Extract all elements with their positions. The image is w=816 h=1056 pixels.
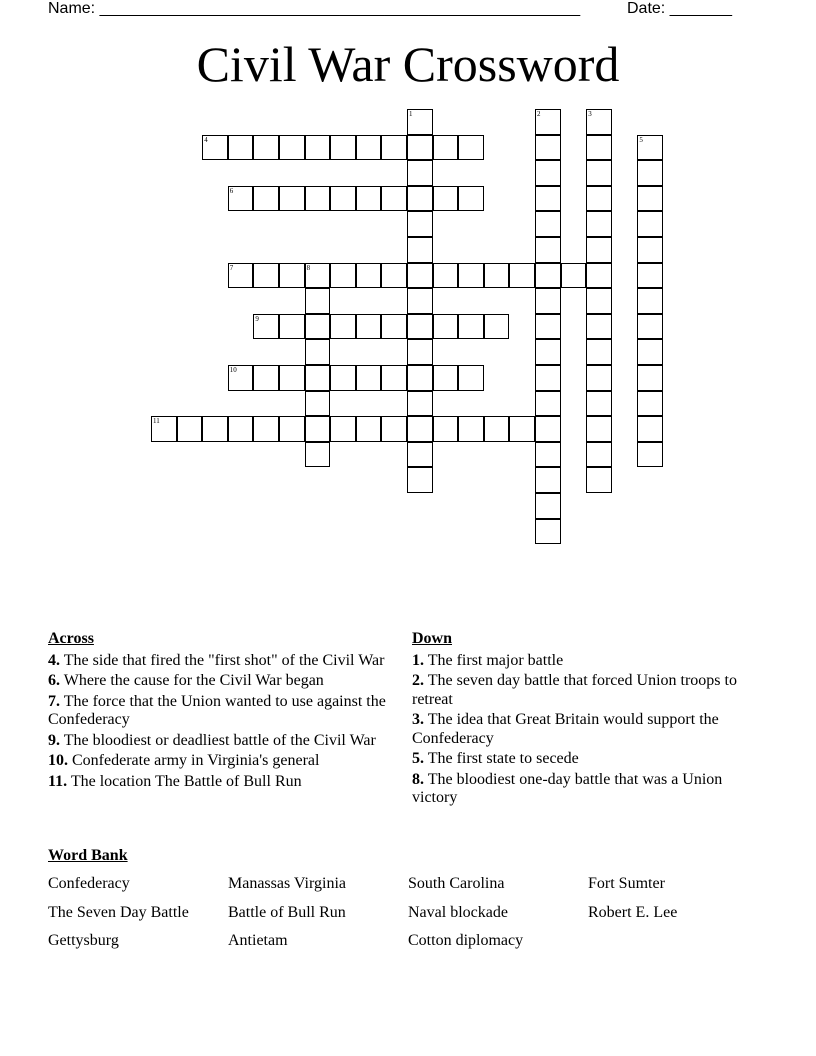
crossword-cell[interactable] xyxy=(433,416,459,442)
across-clue xyxy=(48,672,388,691)
clue-text: The bloodiest one-day battle that was a Union victory xyxy=(412,770,723,806)
across-clue xyxy=(48,693,388,730)
crossword-cell[interactable] xyxy=(407,237,433,263)
word-bank-item: Gettysburg xyxy=(48,932,119,949)
across-clue-list xyxy=(48,652,388,792)
crossword-cell[interactable] xyxy=(407,211,433,237)
crossword-cell[interactable] xyxy=(407,391,433,417)
clue-number: 3 xyxy=(588,110,592,118)
down-clue-list xyxy=(412,652,752,808)
crossword-cell[interactable] xyxy=(228,365,254,391)
crossword-cell[interactable] xyxy=(330,263,356,289)
crossword-cell[interactable] xyxy=(305,339,331,365)
word-bank-item: Manassas Virginia xyxy=(228,875,346,892)
clue-text: The location The Battle of Bull Run xyxy=(67,772,302,790)
clue-number: 11 xyxy=(153,417,160,426)
crossword-cell[interactable] xyxy=(586,109,612,135)
crossword-cell[interactable] xyxy=(253,186,279,212)
crossword-cell[interactable] xyxy=(535,160,561,186)
across-clues xyxy=(48,630,388,793)
crossword-cell[interactable] xyxy=(535,391,561,417)
crossword-cell[interactable] xyxy=(151,416,177,442)
clue-number-label: 10. xyxy=(48,752,68,769)
crossword-cell[interactable] xyxy=(381,416,407,442)
down-clue xyxy=(412,652,752,671)
across-clue xyxy=(48,773,388,792)
crossword-cell[interactable] xyxy=(637,135,663,161)
crossword-cell[interactable] xyxy=(407,288,433,314)
crossword-cell[interactable] xyxy=(637,339,663,365)
crossword-cell[interactable] xyxy=(253,263,279,289)
crossword-cell[interactable] xyxy=(407,109,433,135)
crossword-cell[interactable] xyxy=(637,442,663,468)
word-bank-item: Battle of Bull Run xyxy=(228,903,346,921)
crossword-cell[interactable] xyxy=(356,365,382,391)
crossword-cell[interactable] xyxy=(177,416,203,442)
crossword-cell[interactable] xyxy=(228,263,254,289)
crossword-cell[interactable] xyxy=(586,211,612,237)
clue-text: The bloodiest or deadliest battle of the Civil War xyxy=(60,731,376,749)
word-bank-item: Naval blockade xyxy=(408,903,508,921)
crossword-cell[interactable] xyxy=(535,186,561,212)
crossword-cell[interactable] xyxy=(381,314,407,340)
down-heading: Down xyxy=(412,630,453,647)
crossword-cell[interactable] xyxy=(228,416,254,442)
crossword-cell[interactable] xyxy=(305,288,331,314)
crossword-cell[interactable] xyxy=(637,211,663,237)
crossword-cell[interactable] xyxy=(279,314,305,340)
clue-number: 6 xyxy=(229,186,234,195)
crossword-cell[interactable] xyxy=(586,365,612,391)
crossword-cell[interactable] xyxy=(433,314,459,340)
crossword-cell[interactable] xyxy=(407,416,433,442)
crossword-cell[interactable] xyxy=(381,186,407,212)
crossword-cell[interactable] xyxy=(637,160,663,186)
crossword-cell[interactable] xyxy=(279,135,305,161)
crossword-cell[interactable] xyxy=(330,314,356,340)
crossword-cell[interactable] xyxy=(535,365,561,391)
crossword-cell[interactable] xyxy=(330,186,356,212)
down-clue xyxy=(412,672,752,709)
crossword-cell[interactable] xyxy=(356,263,382,289)
clue-number-label: 11. xyxy=(48,772,68,790)
crossword-cell[interactable] xyxy=(407,186,433,212)
crossword-cell[interactable] xyxy=(305,365,331,391)
clue-number: 5 xyxy=(639,135,643,144)
crossword-cell[interactable] xyxy=(484,263,510,289)
date-field[interactable]: Date: _______ xyxy=(627,0,732,17)
crossword-cell[interactable] xyxy=(484,416,510,442)
crossword-cell[interactable] xyxy=(202,416,228,442)
clue-text: The side that fired the "first shot" of the Civil War xyxy=(60,651,385,669)
crossword-cell[interactable] xyxy=(279,263,305,289)
crossword-cell[interactable] xyxy=(305,186,331,212)
clue-text: The first major battle xyxy=(424,651,564,669)
crossword-cell[interactable] xyxy=(433,135,459,161)
crossword-cell[interactable] xyxy=(407,314,433,340)
crossword-cell[interactable] xyxy=(356,416,382,442)
crossword-cell[interactable] xyxy=(407,442,433,468)
crossword-cell[interactable] xyxy=(433,186,459,212)
clue-number-label: 7. xyxy=(48,692,60,710)
crossword-cell[interactable] xyxy=(535,467,561,493)
crossword-cell[interactable] xyxy=(253,135,279,161)
crossword-cell[interactable] xyxy=(407,365,433,391)
crossword-cell[interactable] xyxy=(381,135,407,161)
clue-number: 9 xyxy=(255,314,259,323)
clue-text: The first state to secede xyxy=(424,750,579,767)
crossword-cell[interactable] xyxy=(586,135,612,161)
crossword-cell[interactable] xyxy=(535,314,561,340)
crossword-cell[interactable] xyxy=(407,467,433,493)
word-bank xyxy=(48,874,768,960)
crossword-cell[interactable] xyxy=(637,391,663,417)
across-clue xyxy=(48,732,388,751)
clue-number-label: 1. xyxy=(412,651,424,669)
clue-number-label: 2. xyxy=(412,672,424,689)
clue-number: 10 xyxy=(229,366,237,374)
crossword-cell[interactable] xyxy=(202,135,228,161)
crossword-cell[interactable] xyxy=(637,288,663,314)
word-bank-item: Antietam xyxy=(228,932,288,949)
crossword-cell[interactable] xyxy=(253,314,279,340)
crossword-cell[interactable] xyxy=(305,314,331,340)
clue-number-label: 6. xyxy=(48,672,60,689)
crossword-cell[interactable] xyxy=(279,416,305,442)
crossword-cell[interactable] xyxy=(535,519,561,545)
crossword-cell[interactable] xyxy=(586,160,612,186)
clue-number: 1 xyxy=(409,110,413,118)
crossword-cell[interactable] xyxy=(637,186,663,212)
crossword-cell[interactable] xyxy=(407,160,433,186)
name-field[interactable]: Name: ______________________________________________________ xyxy=(48,0,581,17)
across-clue xyxy=(48,652,388,671)
word-bank-item: The Seven Day Battle xyxy=(48,903,189,921)
crossword-cell[interactable] xyxy=(253,365,279,391)
crossword-cell[interactable] xyxy=(637,263,663,289)
clue-text: The idea that Great Britain would support the Confederacy xyxy=(412,711,719,747)
word-bank-item: Cotton diplomacy xyxy=(408,932,524,949)
word-bank-item: Fort Sumter xyxy=(588,875,665,892)
clue-number: 4 xyxy=(204,135,208,144)
word-bank-item: Robert E. Lee xyxy=(588,903,678,921)
crossword-cell[interactable] xyxy=(305,263,331,289)
crossword-cell[interactable] xyxy=(305,391,331,417)
crossword-cell[interactable] xyxy=(458,365,484,391)
crossword-cell[interactable] xyxy=(586,186,612,212)
clue-number-label: 8. xyxy=(412,770,424,788)
crossword-cell[interactable] xyxy=(330,416,356,442)
page-title: Civil War Crossword xyxy=(196,36,620,92)
crossword-cell[interactable] xyxy=(228,135,254,161)
crossword-cell[interactable] xyxy=(586,339,612,365)
crossword-cell[interactable] xyxy=(458,416,484,442)
word-bank-item: South Carolina xyxy=(408,875,505,892)
crossword-cell[interactable] xyxy=(356,135,382,161)
clue-number: 2 xyxy=(537,110,541,118)
across-heading: Across xyxy=(48,630,94,647)
crossword-cell[interactable] xyxy=(535,135,561,161)
crossword-cell[interactable] xyxy=(586,288,612,314)
crossword-cell[interactable] xyxy=(586,391,612,417)
crossword-cell[interactable] xyxy=(407,263,433,289)
across-clue xyxy=(48,752,388,771)
crossword-cell[interactable] xyxy=(330,135,356,161)
crossword-cell[interactable] xyxy=(586,467,612,493)
crossword-cell[interactable] xyxy=(253,416,279,442)
clue-text: The seven day battle that forced Union troops to retreat xyxy=(412,672,737,708)
crossword-cell[interactable] xyxy=(356,314,382,340)
crossword-cell[interactable] xyxy=(458,186,484,212)
crossword-cell[interactable] xyxy=(535,416,561,442)
crossword-cell[interactable] xyxy=(381,365,407,391)
crossword-cell[interactable] xyxy=(381,263,407,289)
crossword-cell[interactable] xyxy=(279,186,305,212)
clue-text: Where the cause for the Civil War began xyxy=(60,672,324,689)
crossword-cell[interactable] xyxy=(586,416,612,442)
crossword-cell[interactable] xyxy=(535,493,561,519)
crossword-cell[interactable] xyxy=(433,365,459,391)
crossword-cell[interactable] xyxy=(305,442,331,468)
crossword-cell[interactable] xyxy=(279,365,305,391)
crossword-cell[interactable] xyxy=(535,237,561,263)
crossword-cell[interactable] xyxy=(535,109,561,135)
clue-number: 8 xyxy=(306,263,311,272)
crossword-cell[interactable] xyxy=(586,263,612,289)
crossword-cell[interactable] xyxy=(458,314,484,340)
crossword-cell[interactable] xyxy=(535,263,561,289)
crossword-cell[interactable] xyxy=(586,237,612,263)
crossword-cell[interactable] xyxy=(637,237,663,263)
crossword-cell[interactable] xyxy=(509,263,535,289)
crossword-cell[interactable] xyxy=(535,442,561,468)
crossword-cell[interactable] xyxy=(509,416,535,442)
crossword-cell[interactable] xyxy=(586,314,612,340)
clue-number-label: 5. xyxy=(412,750,424,767)
crossword-cell[interactable] xyxy=(561,263,587,289)
crossword-cell[interactable] xyxy=(356,186,382,212)
clue-number-label: 4. xyxy=(48,651,60,669)
clue-text: The force that the Union wanted to use against the Confederacy xyxy=(48,692,386,728)
crossword-cell[interactable] xyxy=(637,365,663,391)
crossword-cell[interactable] xyxy=(535,339,561,365)
crossword-cell[interactable] xyxy=(484,314,510,340)
crossword-cell[interactable] xyxy=(586,442,612,468)
crossword-cell[interactable] xyxy=(433,263,459,289)
crossword-cell[interactable] xyxy=(637,416,663,442)
crossword-cell[interactable] xyxy=(228,186,254,212)
clue-number-label: 3. xyxy=(412,711,424,728)
down-clue xyxy=(412,711,752,748)
crossword-cell[interactable] xyxy=(458,263,484,289)
down-clues xyxy=(412,630,752,810)
clue-text: Confederate army in Virginia's general xyxy=(68,752,320,769)
crossword-cell[interactable] xyxy=(407,135,433,161)
clue-number-label: 9. xyxy=(48,731,60,749)
down-clue xyxy=(412,750,752,769)
crossword-cell[interactable] xyxy=(305,416,331,442)
crossword-cell[interactable] xyxy=(535,211,561,237)
word-bank-item: Confederacy xyxy=(48,875,130,892)
down-clue xyxy=(412,771,752,808)
crossword-cell[interactable] xyxy=(458,135,484,161)
crossword-cell[interactable] xyxy=(535,288,561,314)
clue-number: 7 xyxy=(229,263,234,272)
word-bank-heading: Word Bank xyxy=(48,847,128,864)
crossword-cell[interactable] xyxy=(305,135,331,161)
crossword-cell[interactable] xyxy=(637,314,663,340)
crossword-cell[interactable] xyxy=(330,365,356,391)
crossword-cell[interactable] xyxy=(407,339,433,365)
